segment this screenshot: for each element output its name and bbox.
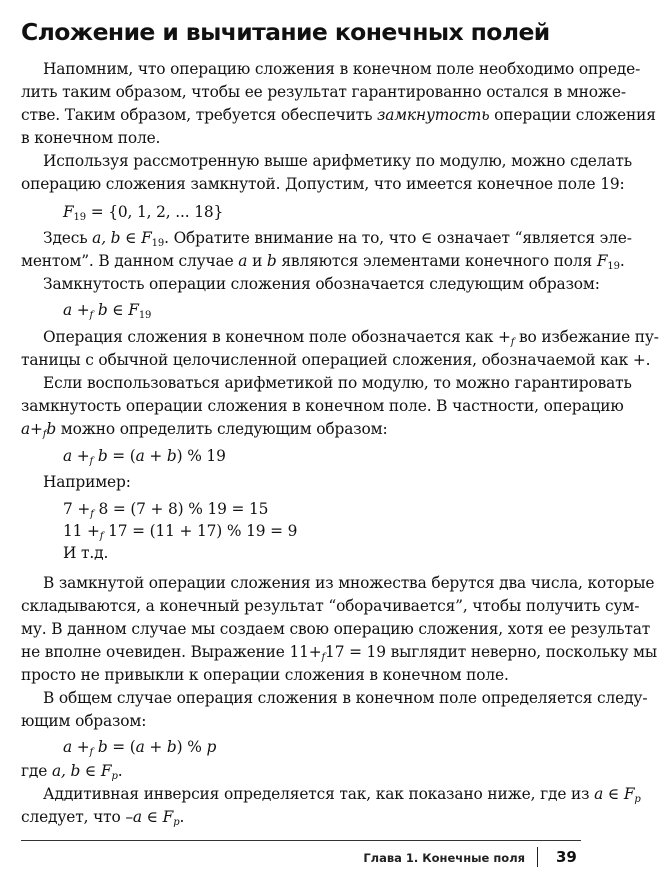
paragraph-line: $a+_fb$ можно определить следующим образом: xyxy=(21,420,388,440)
paragraph-line: Замкнутость операции сложения обозначается следующим образом: xyxy=(43,275,600,293)
footer-rule xyxy=(21,840,581,841)
paragraph-line: просто не привыкли к операции сложения в конечном поле. xyxy=(21,666,509,684)
paragraph-line: ющим образом: xyxy=(21,712,147,730)
paragraph-line: ментом”. В данном случае a и b являются элементами конечного поля $F_{19}$. xyxy=(21,252,625,272)
paragraph-line: Операция сложения в конечном поле обозначается как $+_f$ во избежание пу- xyxy=(43,328,659,348)
paragraph-line: не вполне очевиден. Выражение $11+_f17 = 19$ выглядит неверно, поскольку мы xyxy=(21,643,657,663)
paragraph-line: в конечном поле. xyxy=(21,129,161,147)
formula-field-definition: $F_{19} = \{0$, 1, 2, ... 18} xyxy=(63,203,224,223)
paragraph-line: В общем случае операция сложения в конечном поле определяется следу- xyxy=(43,689,648,707)
paragraph-line: Если воспользоваться арифметикой по модулю, то можно гарантировать xyxy=(43,374,632,392)
example-line: $7 +_f$ 8 = (7 + 8) % 19 = 15 xyxy=(63,500,269,520)
formula-mod-19: $a +_f$ b = (a + b) % 19 xyxy=(63,447,226,467)
emphasis-term: замкнутость xyxy=(377,106,490,124)
paragraph-line: складываются, а конечный результат “оборачивается”, чтобы получить сум- xyxy=(21,597,640,615)
paragraph-line: му. В данном случае мы создаем свою операцию сложения, хотя ее результат xyxy=(21,620,651,638)
paragraph-line: В замкнутой операции сложения из множества берутся два числа, которые xyxy=(43,574,655,592)
paragraph-line: замкнутость операции сложения в конечном поле. В частности, операцию xyxy=(21,397,624,415)
paragraph-line: Используя рассмотренную выше арифметику по модулю, можно сделать xyxy=(43,152,632,170)
paragraph-line: операцию сложения замкнутой. Допустим, что имеется конечное поле 19: xyxy=(21,175,625,193)
paragraph-line: следует, что –a ∈ $F_p$. xyxy=(21,808,185,828)
footer-chapter-title: Глава 1. Конечные поля xyxy=(363,851,525,865)
paragraph-line: Здесь a, b ∈ $F_{19}$. Обратите внимание на то, что ∈ означает “является эле- xyxy=(43,229,632,249)
example-line: $11 +_f$ 17 = (11 + 17) % 19 = 9 xyxy=(63,522,298,542)
formula-mod-p: $a +_f$ b = (a + b) % p xyxy=(63,738,217,758)
paragraph-line: лить таким образом, чтобы ее результат гарантированно остался в множе- xyxy=(21,83,626,101)
where-line: где a, b ∈ $F_p$. xyxy=(21,762,123,782)
example-line: И т.д. xyxy=(63,544,109,562)
paragraph-line: таницы с обычной целочисленной операцией сложения, обозначаемой как +. xyxy=(21,351,651,369)
footer-separator xyxy=(537,847,538,867)
formula-closure: $a +_f$ b ∈ $F_{19}$ xyxy=(63,301,152,321)
paragraph-line: стве. Таким образом, требуется обеспечить замкнутость операции сложения xyxy=(21,106,656,124)
paragraph-line: Аддитивная инверсия определяется так, как показано ниже, где из a ∈ $F_p$ xyxy=(43,785,641,805)
section-title: Сложение и вычитание конечных полей xyxy=(21,18,550,46)
paragraph-line: Напомним, что операцию сложения в конечном поле необходимо опреде- xyxy=(43,60,641,78)
page-number: 39 xyxy=(556,848,577,866)
example-label: Например: xyxy=(43,473,131,491)
